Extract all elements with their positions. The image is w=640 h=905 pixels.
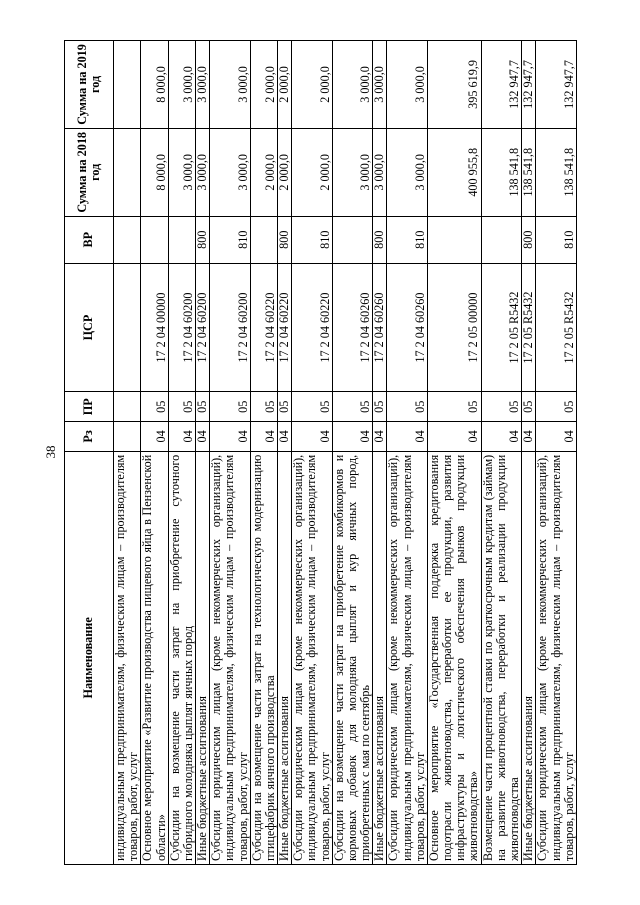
row-sum-2018: 2 000,0 [278, 128, 292, 216]
row-pr: 05 [278, 392, 292, 422]
row-name: Субсидии на возмещение части затрат на технологическую модернизацию птицефабрик яичного производства [250, 451, 277, 864]
row-pr: 05 [387, 392, 428, 422]
table-row [522, 41, 536, 865]
row-vr [250, 216, 277, 263]
row-pr: 05 [141, 392, 168, 422]
row-rz: 04 [373, 422, 387, 452]
row-csr: 17 2 04 60220 [250, 263, 277, 392]
row-rz: 04 [250, 422, 277, 452]
row-sum-2019: 3 000,0 [387, 41, 428, 129]
table-row [292, 41, 333, 865]
row-csr: 17 2 05 R5432 [481, 263, 522, 392]
row-sum-2019: 3 000,0 [332, 41, 373, 129]
row-name: Основное мероприятие «Развитие производства пищевого яйца в Пензенской области» [141, 451, 168, 864]
row-sum-2019: 132 947,7 [522, 41, 536, 129]
row-sum-2018: 3 000,0 [373, 128, 387, 216]
header-name: Наименование [65, 451, 114, 864]
table-row [536, 41, 577, 865]
row-pr: 05 [196, 392, 210, 422]
row-name: Иные бюджетные ассигнования [522, 451, 536, 864]
row-rz: 04 [292, 422, 333, 452]
row-vr: 810 [210, 216, 251, 263]
row-sum-2018: 2 000,0 [250, 128, 277, 216]
row-sum-2018: 3 000,0 [168, 128, 195, 216]
row-sum-2019: 3 000,0 [373, 41, 387, 129]
row-vr [332, 216, 373, 263]
row-vr [168, 216, 195, 263]
row-name: Субсидии юридическим лицам (кроме некоммерческих организаций), индивидуальным предпринимателям, физическим лицам – производителям товаров, работ, услуг [536, 451, 577, 864]
row-csr: 17 2 04 60220 [278, 263, 292, 392]
row-pr [114, 392, 141, 422]
row-vr [481, 216, 522, 263]
row-sum-2018: 138 541,8 [536, 128, 577, 216]
row-vr: 800 [278, 216, 292, 263]
row-sum-2019: 2 000,0 [278, 41, 292, 129]
table-row [141, 41, 168, 865]
row-csr: 17 2 04 60200 [168, 263, 195, 392]
row-vr [141, 216, 168, 263]
row-name: Возмещение части процентной ставки по краткосрочным кредитам (займам) на развитие животноводства, переработки и реализации продукции животноводства [481, 451, 522, 864]
row-csr [114, 263, 141, 392]
row-rz [114, 422, 141, 452]
row-vr [114, 216, 141, 263]
table-row [373, 41, 387, 865]
row-sum-2018: 3 000,0 [332, 128, 373, 216]
row-sum-2019 [114, 41, 141, 129]
row-rz: 04 [332, 422, 373, 452]
row-sum-2019: 132 947,7 [536, 41, 577, 129]
row-sum-2018: 3 000,0 [387, 128, 428, 216]
table-row [332, 41, 373, 865]
row-sum-2018: 3 000,0 [196, 128, 210, 216]
header-rz: Рз [65, 422, 114, 452]
row-sum-2019: 395 619,9 [427, 41, 481, 129]
row-pr: 05 [522, 392, 536, 422]
row-name: Основное мероприятие «Государственная поддержка кредитования подотрасли животноводства, переработки ее продукции, развития инфраструктуры и логистического обеспечения рынков продукции животноводства» [427, 451, 481, 864]
row-pr: 05 [332, 392, 373, 422]
table-row [168, 41, 195, 865]
row-name: Субсидии юридическим лицам (кроме некоммерческих организаций), индивидуальным предпринимателям, физическим лицам – производителям товаров, работ, услуг [292, 451, 333, 864]
row-pr: 05 [373, 392, 387, 422]
row-rz: 04 [168, 422, 195, 452]
row-rz: 04 [141, 422, 168, 452]
row-vr: 800 [373, 216, 387, 263]
header-csr: ЦСР [65, 263, 114, 392]
row-csr: 17 2 05 00000 [427, 263, 481, 392]
row-pr: 05 [168, 392, 195, 422]
row-sum-2018 [114, 128, 141, 216]
row-sum-2019: 2 000,0 [250, 41, 277, 129]
row-sum-2018: 138 541,8 [522, 128, 536, 216]
row-pr: 05 [481, 392, 522, 422]
row-name: Субсидии юридическим лицам (кроме некоммерческих организаций), индивидуальным предпринимателям, физическим лицам – производителям товаров, работ, услуг [387, 451, 428, 864]
row-name: Иные бюджетные ассигнования [373, 451, 387, 864]
row-csr: 17 2 04 60260 [332, 263, 373, 392]
row-csr: 17 2 04 60200 [210, 263, 251, 392]
row-vr: 800 [522, 216, 536, 263]
row-sum-2019: 2 000,0 [292, 41, 333, 129]
row-sum-2018: 2 000,0 [292, 128, 333, 216]
row-rz: 04 [387, 422, 428, 452]
row-vr: 810 [387, 216, 428, 263]
row-rz: 04 [522, 422, 536, 452]
row-csr: 17 2 05 R5432 [536, 263, 577, 392]
rotated-page-content [64, 40, 594, 865]
row-csr: 17 2 04 60200 [196, 263, 210, 392]
row-pr: 05 [427, 392, 481, 422]
row-pr: 05 [250, 392, 277, 422]
row-vr: 800 [196, 216, 210, 263]
row-sum-2019: 132 947,7 [481, 41, 522, 129]
row-name: Субсидии на возмещение части затрат на приобретение суточного гибридного молодняка цыплят яичных пород [168, 451, 195, 864]
row-rz: 04 [196, 422, 210, 452]
table-header-row [65, 41, 114, 865]
budget-table [64, 40, 577, 865]
row-name: Субсидии на возмещение части затрат на приобретение комбикормов и кормовых добавок для молодняка цыплят и кур яичных пород, приобретенных с мая по сентябрь [332, 451, 373, 864]
row-sum-2019: 3 000,0 [168, 41, 195, 129]
row-rz: 04 [427, 422, 481, 452]
table-row [114, 41, 141, 865]
row-sum-2018: 400 955,8 [427, 128, 481, 216]
row-csr: 17 2 04 60260 [387, 263, 428, 392]
row-name: Субсидии юридическим лицам (кроме некоммерческих организаций), индивидуальным предпринимателям, физическим лицам – производителям товаров, работ, услуг [210, 451, 251, 864]
row-vr: 810 [536, 216, 577, 263]
row-sum-2019: 3 000,0 [210, 41, 251, 129]
row-vr: 810 [292, 216, 333, 263]
table-row [481, 41, 522, 865]
row-sum-2018: 8 000,0 [141, 128, 168, 216]
table-row [250, 41, 277, 865]
row-pr: 05 [292, 392, 333, 422]
row-sum-2019: 3 000,0 [196, 41, 210, 129]
header-sum-2018: Сумма на 2018 год [65, 128, 114, 216]
row-csr: 17 2 04 00000 [141, 263, 168, 392]
row-pr: 05 [210, 392, 251, 422]
row-rz: 04 [210, 422, 251, 452]
row-csr: 17 2 04 60260 [373, 263, 387, 392]
row-csr: 17 2 05 R5432 [522, 263, 536, 392]
row-name: индивидуальным предпринимателям, физическим лицам – производителям товаров, работ, услуг [114, 451, 141, 864]
table-row [427, 41, 481, 865]
row-rz: 04 [536, 422, 577, 452]
header-sum-2019: Сумма на 2019 год [65, 41, 114, 129]
row-name: Иные бюджетные ассигнования [196, 451, 210, 864]
row-rz: 04 [278, 422, 292, 452]
header-pr: ПР [65, 392, 114, 422]
row-vr [427, 216, 481, 263]
row-csr: 17 2 04 60220 [292, 263, 333, 392]
row-sum-2019: 8 000,0 [141, 41, 168, 129]
table-row [387, 41, 428, 865]
table-row [210, 41, 251, 865]
row-pr: 05 [536, 392, 577, 422]
header-vr: ВР [65, 216, 114, 263]
table-row [278, 41, 292, 865]
row-sum-2018: 138 541,8 [481, 128, 522, 216]
table-row [196, 41, 210, 865]
row-name: Иные бюджетные ассигнования [278, 451, 292, 864]
row-sum-2018: 3 000,0 [210, 128, 251, 216]
row-rz: 04 [481, 422, 522, 452]
page-number: 38 [43, 445, 58, 459]
